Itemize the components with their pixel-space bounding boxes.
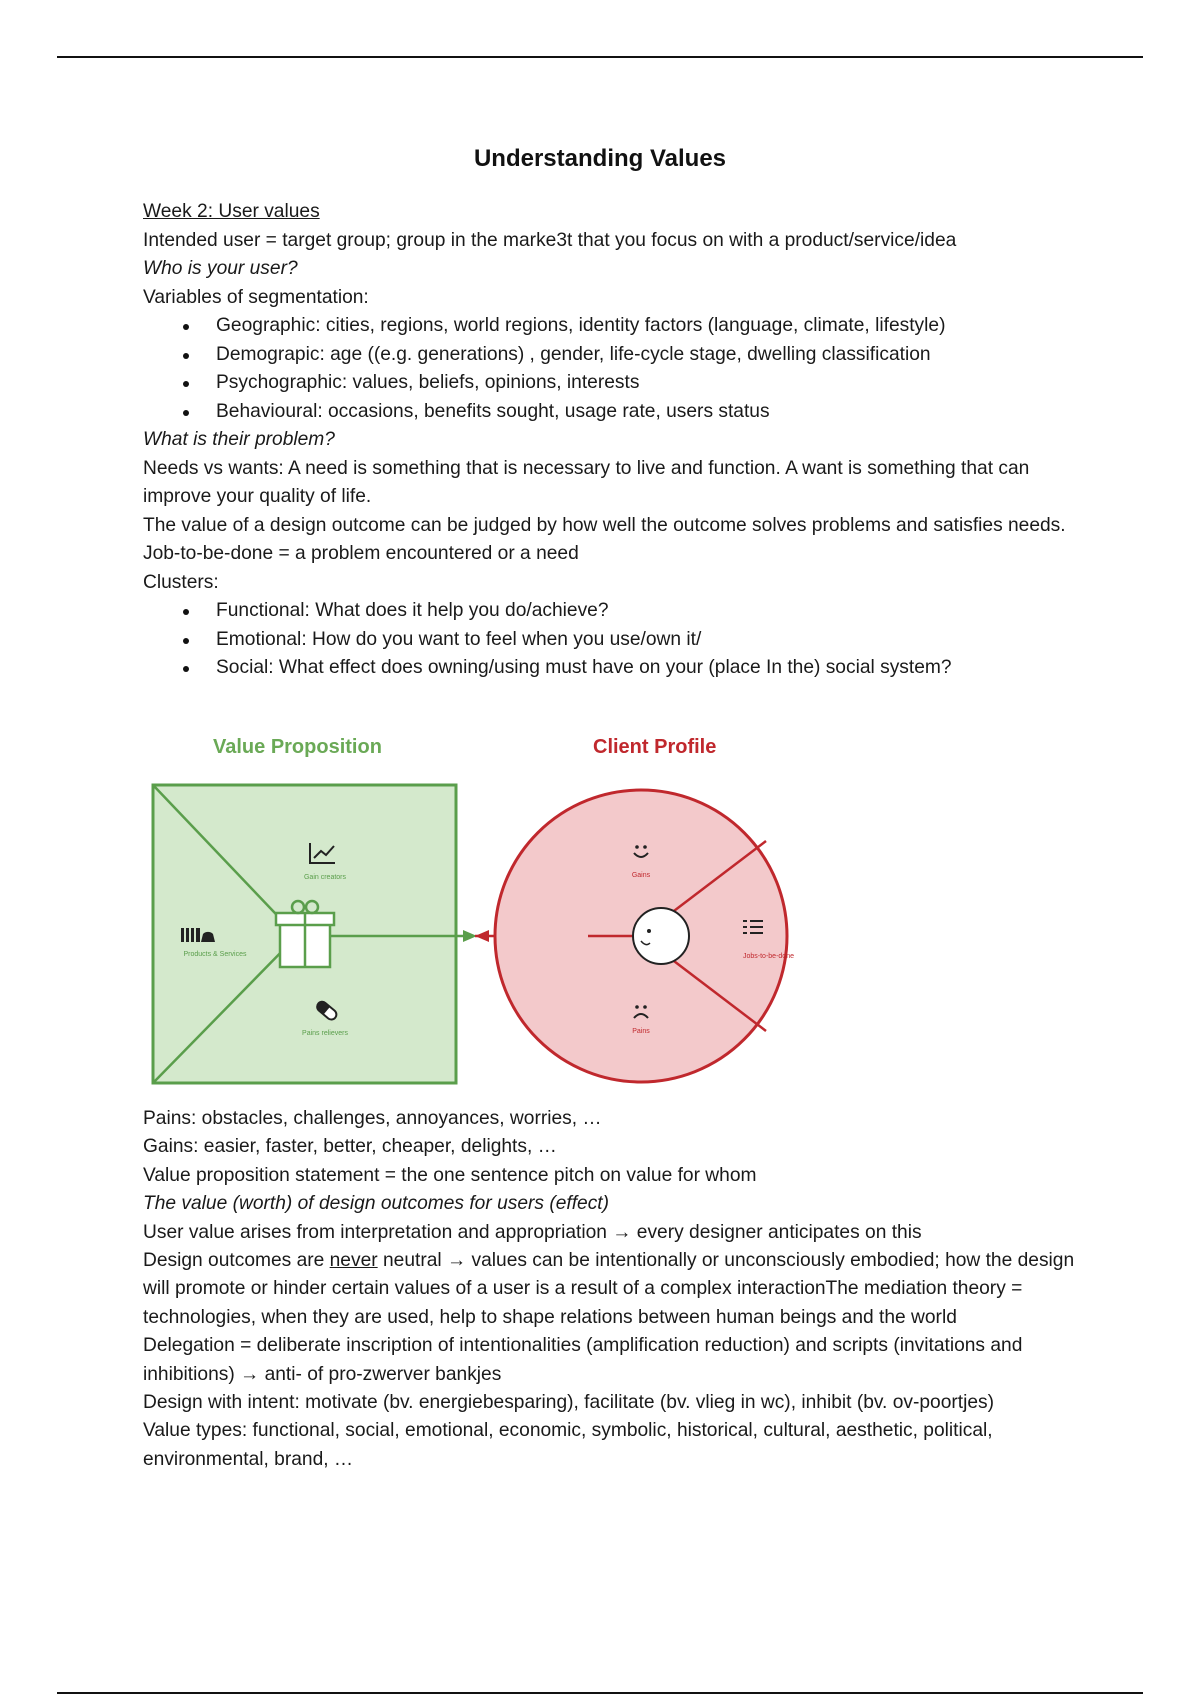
gain-creators-label: Gain creators bbox=[303, 874, 347, 881]
question-user: Who is your user? bbox=[143, 258, 298, 279]
notes-section-1 bbox=[143, 198, 1073, 683]
list-item: Social: What effect does owning/using must have on your (place In the) social system? bbox=[143, 654, 1073, 683]
cp-title: Client Profile bbox=[593, 736, 717, 758]
user-value-line: User value arises from interpretation and appropriation → every designer anticipates on this bbox=[143, 1221, 922, 1243]
list-item: Demograpic: age ((e.g. generations) , gender, life-cycle stage, dwelling classification bbox=[143, 341, 1073, 370]
pains-line: Pains: obstacles, challenges, annoyances, worries, … bbox=[143, 1108, 602, 1129]
needs-wants-paragraph: Needs vs wants: A need is something that is necessary to live and function. A want is something that can improve your quality of life. bbox=[143, 457, 1030, 507]
footer-rule bbox=[57, 1692, 1143, 1694]
gains-label: Gains bbox=[631, 872, 651, 879]
jobs-label: Jobs-to-be-done bbox=[743, 953, 794, 960]
canvas-svg bbox=[143, 725, 833, 1095]
list-item: Emotional: How do you want to feel when you use/own it/ bbox=[143, 626, 1073, 655]
products-services-label: Products & Services bbox=[183, 951, 247, 958]
pain-relievers-label: Pains relievers bbox=[302, 1030, 348, 1037]
gains-line: Gains: easier, faster, better, cheaper, delights, … bbox=[143, 1136, 557, 1158]
design-intent-line: Design with intent: motivate (bv. energiebesparing), facilitate (bv. vlieg in wc), inhibit (bv. ov-poortjes) bbox=[143, 1392, 995, 1414]
design-outcomes-pre: Design outcomes are bbox=[143, 1250, 330, 1272]
design-outcomes-paragraph bbox=[143, 1247, 1083, 1332]
clusters-list bbox=[143, 597, 1073, 683]
page-title: Understanding Values bbox=[473, 145, 727, 172]
list-item: Functional: What does it help you do/achieve? bbox=[143, 597, 1073, 626]
vps-line: Value proposition statement = the one sentence pitch on value for whom bbox=[143, 1164, 757, 1186]
question-problem: What is their problem? bbox=[143, 429, 335, 450]
job-to-be-done-line: Job-to-be-done = a problem encountered or a need bbox=[143, 543, 579, 564]
segmentation-list bbox=[143, 312, 1073, 426]
value-worth-heading: The value (worth) of design outcomes for users (effect) bbox=[143, 1193, 610, 1215]
list-item: Psychographic: values, beliefs, opinions, interests bbox=[143, 369, 1073, 398]
value-proposition-canvas bbox=[143, 725, 833, 1095]
intended-user-line: Intended user = target group; group in the marke3t that you focus on with a product/service/idea bbox=[143, 229, 957, 251]
vp-arrow-head bbox=[463, 930, 477, 942]
clusters-label: Clusters: bbox=[143, 571, 219, 593]
value-judged-paragraph: The value of a design outcome can be judged by how well the outcome solves problems and satisfies needs. bbox=[143, 514, 1066, 536]
delegation-paragraph: Delegation = deliberate inscription of intentionalities (amplification reduction) and scripts (invitations and inhibitions) → anti- of pro-zwerver bankjes bbox=[143, 1335, 1023, 1385]
header-rule bbox=[57, 56, 1143, 58]
list-item: Geographic: cities, regions, world regions, identity factors (language, climate, lifestyle) bbox=[143, 312, 1073, 341]
face-eye bbox=[647, 929, 651, 933]
segmentation-label: Variables of segmentation: bbox=[143, 286, 369, 308]
pains-label: Pains bbox=[632, 1028, 650, 1035]
never-word: never bbox=[329, 1250, 378, 1272]
design-outcomes-post: neutral → values can be intentionally or unconsciously embodied; how the design will promote or hinder certain values of a user is a result of a complex interactionThe mediation theory = technologies, when they are used, help to shape relations between human beings and the world bbox=[143, 1250, 1075, 1328]
list-item: Behavioural: occasions, benefits sought, usage rate, users status bbox=[143, 398, 1073, 427]
week-heading: Week 2: User values bbox=[143, 201, 320, 222]
vp-title: Value Proposition bbox=[213, 736, 382, 758]
notes-section-2 bbox=[143, 1105, 1083, 1474]
cp-arrow-head bbox=[475, 930, 489, 942]
customer-face-icon bbox=[633, 908, 689, 964]
value-types-paragraph: Value types: functional, social, emotional, economic, symbolic, historical, cultural, aesthetic, political, environmental, brand, … bbox=[143, 1420, 993, 1470]
